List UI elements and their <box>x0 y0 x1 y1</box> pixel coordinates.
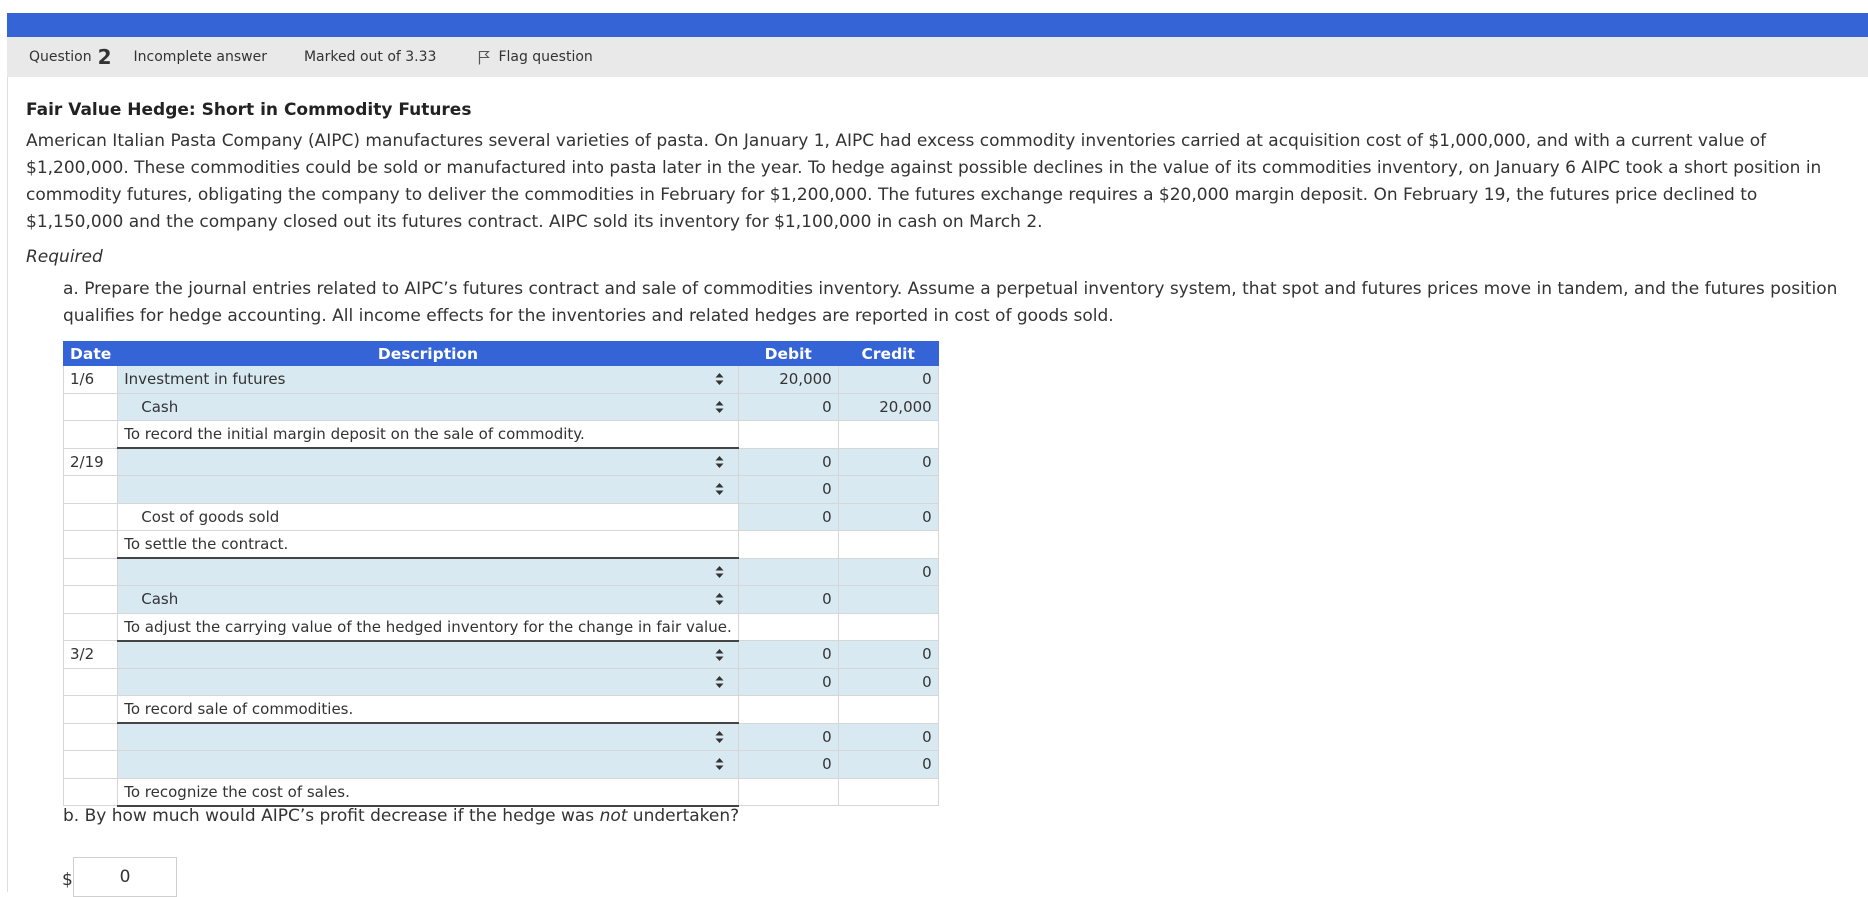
journal-memo-row <box>64 696 939 724</box>
credit-input[interactable]: 0 <box>838 448 938 476</box>
select-arrows-icon <box>715 593 724 606</box>
empty-credit-cell <box>838 531 938 559</box>
empty-credit-cell <box>838 613 938 641</box>
credit-input[interactable] <box>838 586 938 614</box>
flag-question-label: Flag question <box>498 49 593 65</box>
journal-memo-row <box>64 778 939 806</box>
header-date: Date <box>64 342 118 366</box>
entry-memo: To record sale of commodities. <box>118 696 738 724</box>
debit-input[interactable]: 0 <box>738 586 838 614</box>
part-b-pre: b. By how much would AIPC’s profit decrease if the hedge was <box>63 806 600 826</box>
journal-line-row <box>64 448 939 476</box>
journal-memo-row <box>64 421 939 449</box>
journal-memo-row <box>64 613 939 641</box>
account-select[interactable] <box>118 558 738 586</box>
header-debit: Debit <box>738 342 838 366</box>
credit-input[interactable]: 20,000 <box>838 393 938 421</box>
debit-input[interactable]: 0 <box>738 476 838 504</box>
account-select[interactable] <box>118 366 738 394</box>
flag-icon <box>478 50 490 65</box>
select-arrows-icon <box>715 483 724 496</box>
empty-credit-cell <box>838 778 938 806</box>
part-b-answer-value: 0 <box>119 867 131 887</box>
journal-line-row <box>64 668 939 696</box>
credit-input[interactable]: 0 <box>838 503 938 531</box>
empty-debit-cell <box>738 613 838 641</box>
credit-input[interactable]: 0 <box>838 641 938 669</box>
entry-date: 1/6 <box>64 366 118 394</box>
credit-input[interactable]: 0 <box>838 751 938 779</box>
entry-date <box>64 531 118 559</box>
credit-input[interactable]: 0 <box>838 668 938 696</box>
entry-memo: To recognize the cost of sales. <box>118 778 738 806</box>
credit-input[interactable] <box>838 476 938 504</box>
journal-line-row <box>64 366 939 394</box>
question-info-bar <box>7 37 1868 77</box>
account-select[interactable] <box>118 586 738 614</box>
debit-input[interactable]: 0 <box>738 393 838 421</box>
part-a-text: a. Prepare the journal entries related to AIPC’s futures contract and sale of commodities inventory. Assume a perpetual inventory system, that spot and futures prices move in tandem, and the futures position qualifies for hedge accounting. All income effects for the inventories and related hedges are reported in cost of goods sold. <box>63 279 1838 326</box>
journal-line-row <box>64 723 939 751</box>
journal-line-row <box>64 641 939 669</box>
account-select[interactable] <box>118 448 738 476</box>
account-select-value: Investment in futures <box>124 370 286 389</box>
entry-date <box>64 751 118 779</box>
account-select[interactable] <box>118 476 738 504</box>
debit-input[interactable]: 20,000 <box>738 366 838 394</box>
header-credit: Credit <box>838 342 938 366</box>
select-arrows-icon <box>715 675 724 688</box>
select-arrows-icon <box>715 373 724 386</box>
account-select-value: Cash <box>141 590 179 609</box>
debit-input[interactable]: 0 <box>738 641 838 669</box>
part-b-answer-input[interactable] <box>73 857 177 897</box>
empty-credit-cell <box>838 421 938 449</box>
journal-line-row <box>64 393 939 421</box>
empty-credit-cell <box>838 696 938 724</box>
select-arrows-icon <box>715 731 724 744</box>
entry-date: 2/19 <box>64 448 118 476</box>
select-arrows-icon <box>715 648 724 661</box>
entry-memo: To adjust the carrying value of the hedged inventory for the change in fair value. <box>118 613 738 641</box>
part-b-text <box>63 806 739 826</box>
journal-line-row <box>64 476 939 504</box>
entry-date <box>64 421 118 449</box>
select-arrows-icon <box>715 456 724 469</box>
entry-memo: To record the initial margin deposit on the sale of commodity. <box>118 421 738 449</box>
question-state: Incomplete answer <box>133 49 267 65</box>
journal-body <box>64 366 939 806</box>
empty-debit-cell <box>738 696 838 724</box>
entry-date <box>64 668 118 696</box>
part-b-post: undertaken? <box>627 806 740 826</box>
account-select-value: Cost of goods sold <box>141 507 280 526</box>
empty-debit-cell <box>738 421 838 449</box>
entry-date <box>64 558 118 586</box>
question-content <box>26 96 1836 330</box>
debit-input[interactable]: 0 <box>738 751 838 779</box>
question-title: Fair Value Hedge: Short in Commodity Futures <box>26 100 472 120</box>
select-arrows-icon <box>715 400 724 413</box>
debit-input[interactable]: 0 <box>738 668 838 696</box>
journal-memo-row <box>64 531 939 559</box>
journal-header-row <box>64 342 939 366</box>
dollar-sign: $ <box>62 870 73 890</box>
required-heading: Required <box>26 247 103 267</box>
entry-date <box>64 613 118 641</box>
entry-date <box>64 393 118 421</box>
select-arrows-icon <box>715 566 724 579</box>
entry-date <box>64 778 118 806</box>
account-select[interactable] <box>118 641 738 669</box>
question-label: Question <box>29 49 92 65</box>
journal-entry-table <box>63 341 939 807</box>
account-select[interactable] <box>118 393 738 421</box>
journal-line-row <box>64 586 939 614</box>
entry-date <box>64 696 118 724</box>
debit-input[interactable] <box>738 558 838 586</box>
empty-debit-cell <box>738 778 838 806</box>
content-left-rule <box>7 77 8 892</box>
select-arrows-icon <box>715 758 724 771</box>
question-marks: Marked out of 3.33 <box>303 49 437 65</box>
question-text: American Italian Pasta Company (AIPC) manufactures several varieties of pasta. On January 1, AIPC had excess commodity inventories carried at acquisition cost of $1,000,000, and with a current value of $1,200,000. These commodities could be sold or manufactured into pasta later in the year. To hedge against possible declines in the value of its commodities inventory, on January 6 AIPC took a short position in commodity futures, obligating the company to deliver the commodities in February for $1,200,000. The futures exchange requires a $20,000 margin deposit. On February 19, the futures price declined to $1,150,000 and the company closed out its futures contract. AIPC sold its inventory for $1,100,000 in cash on March 2. <box>26 131 1822 232</box>
journal-line-row <box>64 503 939 531</box>
question-number: 2 <box>97 45 112 69</box>
journal-line-row <box>64 558 939 586</box>
entry-date <box>64 586 118 614</box>
account-select-value: Cash <box>141 397 179 416</box>
debit-input[interactable]: 0 <box>738 723 838 751</box>
part-b-emphasis: not <box>599 806 628 826</box>
debit-input[interactable]: 0 <box>738 503 838 531</box>
journal-line-row <box>64 751 939 779</box>
account-select[interactable] <box>118 751 738 779</box>
entry-memo: To settle the contract. <box>118 531 738 559</box>
entry-date <box>64 476 118 504</box>
empty-debit-cell <box>738 531 838 559</box>
debit-input[interactable]: 0 <box>738 448 838 476</box>
entry-date <box>64 503 118 531</box>
credit-input[interactable]: 0 <box>838 366 938 394</box>
account-select[interactable] <box>118 668 738 696</box>
header-description: Description <box>118 342 738 366</box>
entry-date: 3/2 <box>64 641 118 669</box>
account-select[interactable] <box>118 723 738 751</box>
entry-date <box>64 723 118 751</box>
credit-input[interactable]: 0 <box>838 723 938 751</box>
credit-input[interactable]: 0 <box>838 558 938 586</box>
account-label <box>118 503 738 531</box>
top-bar <box>7 13 1868 37</box>
flag-question-link[interactable] <box>478 49 592 65</box>
